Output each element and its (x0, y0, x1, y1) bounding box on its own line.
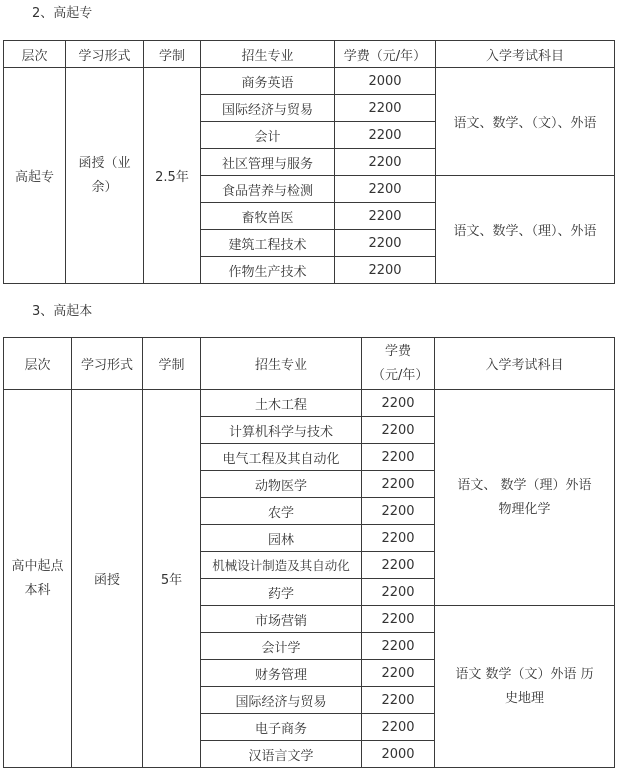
fee-cell: 2200 (335, 203, 436, 230)
major-cell: 建筑工程技术 (201, 230, 335, 257)
exam-arts-cell: 语文、数学、（文）、外语 (436, 68, 615, 176)
fee-cell: 2200 (362, 687, 435, 714)
header-level: 层次 (4, 338, 72, 390)
fee-cell: 2000 (335, 68, 436, 95)
major-cell: 汉语言文学 (201, 741, 362, 768)
fee-cell: 2200 (362, 606, 435, 633)
table-row (4, 68, 615, 95)
major-cell: 农学 (201, 498, 362, 525)
duration-cell: 5年 (143, 390, 201, 768)
major-cell: 机械设计制造及其自动化 (201, 552, 362, 579)
duration-cell: 2.5年 (144, 68, 201, 284)
header-form: 学习形式 (72, 338, 143, 390)
level-cell: 高中起点本科 (4, 390, 72, 768)
fee-cell: 2200 (335, 149, 436, 176)
fee-cell: 2200 (335, 257, 436, 284)
header-fee: 学费（元/年） (362, 338, 435, 390)
form-cell: 函授 (72, 390, 143, 768)
major-cell: 国际经济与贸易 (201, 687, 362, 714)
section-2-table (3, 40, 615, 284)
major-cell: 社区管理与服务 (201, 149, 335, 176)
fee-cell: 2200 (335, 95, 436, 122)
fee-cell: 2200 (362, 390, 435, 417)
fee-cell: 2200 (362, 579, 435, 606)
fee-cell: 2200 (362, 444, 435, 471)
major-cell: 食品营养与检测 (201, 176, 335, 203)
major-cell: 药学 (201, 579, 362, 606)
fee-cell: 2200 (362, 633, 435, 660)
section-3-table (3, 337, 615, 768)
fee-cell: 2200 (335, 230, 436, 257)
fee-cell: 2200 (362, 552, 435, 579)
exam-science-cell: 语文、数学、（理）、外语 (436, 176, 615, 284)
exam-science-cell: 语文、 数学（理）外语 物理化学 (435, 390, 615, 606)
header-duration: 学制 (143, 338, 201, 390)
section-2-heading: 2、高起专 (32, 6, 93, 21)
fee-cell: 2200 (335, 176, 436, 203)
major-cell: 园林 (201, 525, 362, 552)
header-level: 层次 (4, 41, 66, 68)
major-cell: 土木工程 (201, 390, 362, 417)
major-cell: 财务管理 (201, 660, 362, 687)
table-row (4, 390, 615, 417)
exam-arts-cell: 语文 数学（文）外语 历史地理 (435, 606, 615, 768)
major-cell: 市场营销 (201, 606, 362, 633)
major-cell: 国际经济与贸易 (201, 95, 335, 122)
header-exam: 入学考试科目 (435, 338, 615, 390)
fee-cell: 2200 (335, 122, 436, 149)
major-cell: 会计 (201, 122, 335, 149)
header-form: 学习形式 (66, 41, 144, 68)
form-cell: 函授（业余） (66, 68, 144, 284)
header-fee: 学费（元/年） (335, 41, 436, 68)
fee-cell: 2200 (362, 471, 435, 498)
major-cell: 动物医学 (201, 471, 362, 498)
header-exam: 入学考试科目 (436, 41, 615, 68)
header-major: 招生专业 (201, 41, 335, 68)
table-header-row (4, 41, 615, 68)
major-cell: 畜牧兽医 (201, 203, 335, 230)
major-cell: 电气工程及其自动化 (201, 444, 362, 471)
fee-cell: 2200 (362, 660, 435, 687)
level-cell: 高起专 (4, 68, 66, 284)
fee-cell: 2000 (362, 741, 435, 768)
table-header-row (4, 338, 615, 390)
major-cell: 作物生产技术 (201, 257, 335, 284)
section-3-heading: 3、高起本 (32, 304, 93, 319)
major-cell: 会计学 (201, 633, 362, 660)
fee-cell: 2200 (362, 714, 435, 741)
header-duration: 学制 (144, 41, 201, 68)
fee-cell: 2200 (362, 417, 435, 444)
header-major: 招生专业 (201, 338, 362, 390)
fee-cell: 2200 (362, 525, 435, 552)
fee-cell: 2200 (362, 498, 435, 525)
major-cell: 电子商务 (201, 714, 362, 741)
major-cell: 商务英语 (201, 68, 335, 95)
major-cell: 计算机科学与技术 (201, 417, 362, 444)
